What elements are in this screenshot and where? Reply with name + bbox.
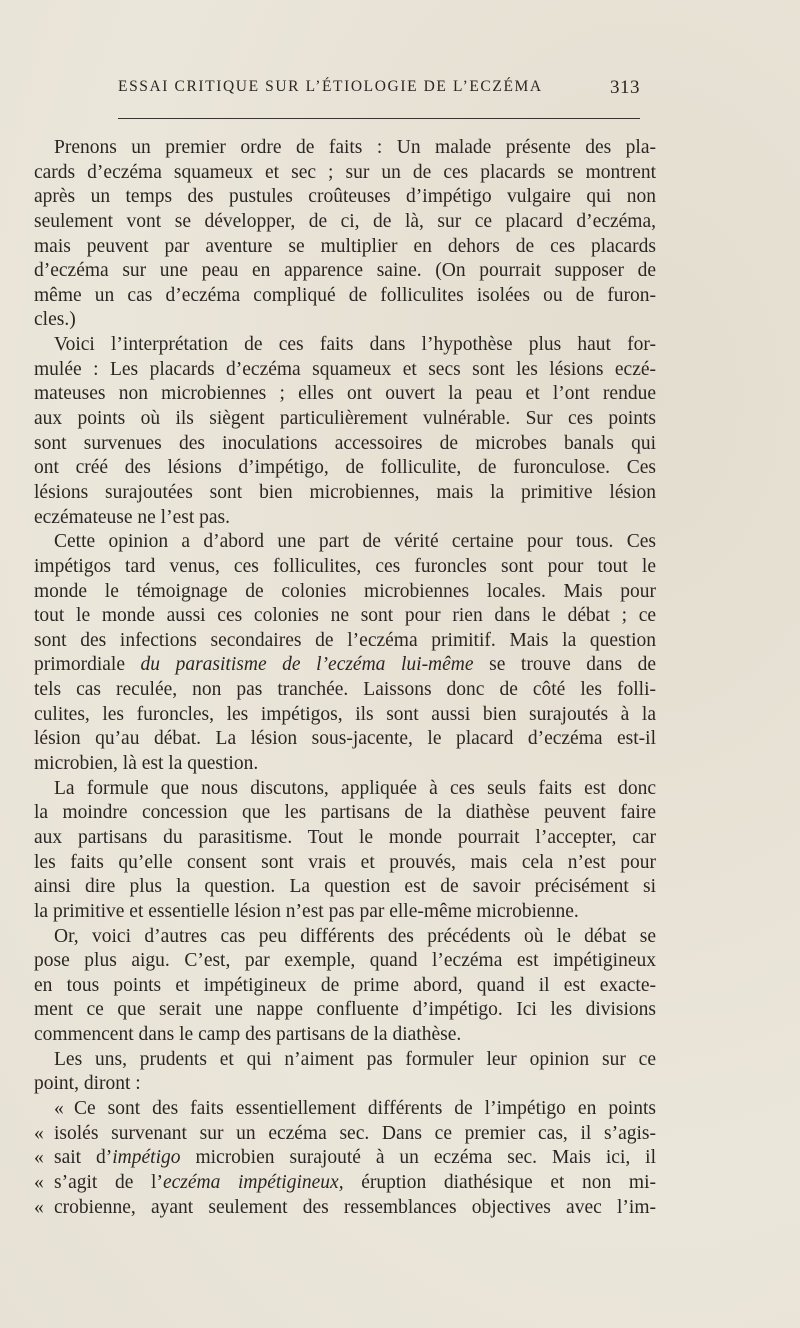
text-line: eczémateuse ne l’est pas.	[34, 506, 230, 528]
text-line: point, diront :	[34, 1073, 141, 1095]
quote-mark: «	[54, 1097, 64, 1119]
text-line: en tous points et impétigineux de prime abord, quand il est exacte-	[34, 974, 656, 996]
text-line: lésion qu’au débat. La lésion sous-jacente, le placard d’eczéma est-il	[34, 728, 656, 750]
text-line: Or, voici d’autres cas peu différents des précédents où le débat se	[54, 925, 656, 947]
quoted-line	[34, 1097, 656, 1122]
text-line: tout le monde aussi ces colonies ne sont pour rien dans le débat ; ce	[34, 605, 656, 627]
text-fragment: microbien surajouté à un eczéma sec. Mais ici, il	[195, 1147, 657, 1169]
quoted-line	[34, 1146, 656, 1171]
italic-phrase: du parasitisme de l’eczéma lui-même	[140, 654, 474, 676]
text-line: pose plus aigu. C’est, par exemple, quand l’eczéma est impétigineux	[34, 950, 656, 972]
quote-mark: «	[34, 1171, 44, 1193]
text-fragment: Ce sont des faits essentiellement différents de l’impétigo en points	[74, 1097, 656, 1119]
text-fragment: primordiale	[34, 654, 125, 676]
text-line: cles.)	[34, 309, 76, 331]
text-line: mais peuvent par aventure se multiplier en dehors de ces placards	[34, 235, 656, 257]
text-line: après un temps des pustules croûteuses d’impétigo vulgaire qui non	[34, 186, 656, 208]
text-line: La formule que nous discutons, appliquée à ces seuls faits est donc	[54, 777, 656, 799]
text-line: même un cas d’eczéma compliqué de folliculites isolées ou de furon-	[34, 284, 656, 306]
text-line: Cette opinion a d’abord une part de vérité certaine pour tous. Ces	[54, 531, 656, 553]
text-line: microbien, là est la question.	[34, 753, 259, 775]
text-line: ment ce que serait une nappe confluente d’impétigo. Ici les divisions	[34, 999, 656, 1021]
text-line: la moindre concession que les partisans de la diathèse peuvent faire	[34, 802, 656, 824]
quote-mark: «	[34, 1122, 44, 1144]
quote-mark: «	[34, 1196, 44, 1218]
text-line: sont des infections secondaires de l’eczéma primitif. Mais la question	[34, 629, 656, 651]
text-line: Les uns, prudents et qui n’aiment pas formuler leur opinion sur ce	[54, 1048, 656, 1070]
quoted-line	[34, 1122, 656, 1147]
text-line: la primitive et essentielle lésion n’est pas par elle-même microbienne.	[34, 900, 579, 922]
text-fragment: éruption diathésique et non mi-	[361, 1171, 657, 1193]
text-line: culites, les furoncles, les impétigos, ils sont aussi bien surajoutés à la	[34, 703, 656, 725]
quoted-line	[34, 1171, 656, 1196]
text-line: tels cas reculée, non pas tranchée. Laissons donc de côté les folli-	[34, 679, 656, 701]
text-line: sont survenues des inoculations accessoires de microbes banals qui	[34, 432, 656, 454]
text-line: les faits qu’elle consent sont vrais et prouvés, mais cela n’est pour	[34, 851, 656, 873]
text-line: commencent dans le camp des partisans de la diathèse.	[34, 1024, 462, 1046]
text-fragment: crobienne, ayant seulement des ressemblances objectives avec l’im-	[54, 1196, 656, 1218]
text-line: aux points où ils siègent particulièrement vulnérable. Sur ces points	[34, 408, 656, 430]
text-line: monde le témoignage de colonies microbiennes locales. Mais pour	[34, 580, 656, 602]
text-line: mulée : Les placards d’eczéma squameux et secs sont les lésions eczé-	[34, 358, 656, 380]
text-line: ont créé des lésions d’impétigo, de folliculite, de furonculose. Ces	[34, 457, 656, 479]
page-number: 313	[610, 77, 640, 98]
text-line	[34, 653, 656, 678]
text-line: impétigos tard venus, ces folliculites, ces furoncles sont pour tout le	[34, 555, 656, 577]
page-header	[118, 78, 640, 104]
italic-phrase: impétigo	[112, 1147, 181, 1169]
text-line: mateuses non microbiennes ; elles ont ouvert la peau et l’ont rendue	[34, 383, 656, 405]
text-line: Voici l’interprétation de ces faits dans l’hypothèse plus haut for-	[54, 334, 656, 356]
text-line: seulement vont se développer, de ci, de là, sur ce placard d’eczéma,	[34, 210, 656, 232]
running-title: ESSAI CRITIQUE SUR L’ÉTIOLOGIE DE L’ECZÉMA	[118, 78, 543, 95]
italic-phrase: eczéma impétigineux,	[162, 1171, 344, 1193]
text-fragment: sait d’	[54, 1147, 113, 1169]
text-line: aux partisans du parasitisme. Tout le monde pourrait l’accepter, car	[34, 826, 656, 848]
header-rule	[118, 118, 640, 119]
text-line: cards d’eczéma squameux et sec ; sur un de ces placards se montrent	[34, 161, 656, 183]
text-fragment: isolés survenant sur un eczéma sec. Dans ce premier cas, il s’agis-	[54, 1122, 656, 1144]
text-line: ainsi dire plus la question. La question est de savoir précisément si	[34, 876, 656, 898]
quote-mark: «	[34, 1147, 44, 1169]
text-fragment: se trouve dans de	[489, 654, 657, 676]
quoted-line	[34, 1196, 656, 1221]
text-line: d’eczéma sur une peau en apparence saine. (On pourrait supposer de	[34, 260, 656, 282]
text-line: Prenons un premier ordre de faits : Un malade présente des pla-	[54, 137, 656, 158]
text-fragment: s’agit de l’	[54, 1171, 163, 1193]
body-text	[34, 136, 656, 1220]
text-line: lésions surajoutées sont bien microbiennes, mais la primitive lésion	[34, 481, 656, 503]
